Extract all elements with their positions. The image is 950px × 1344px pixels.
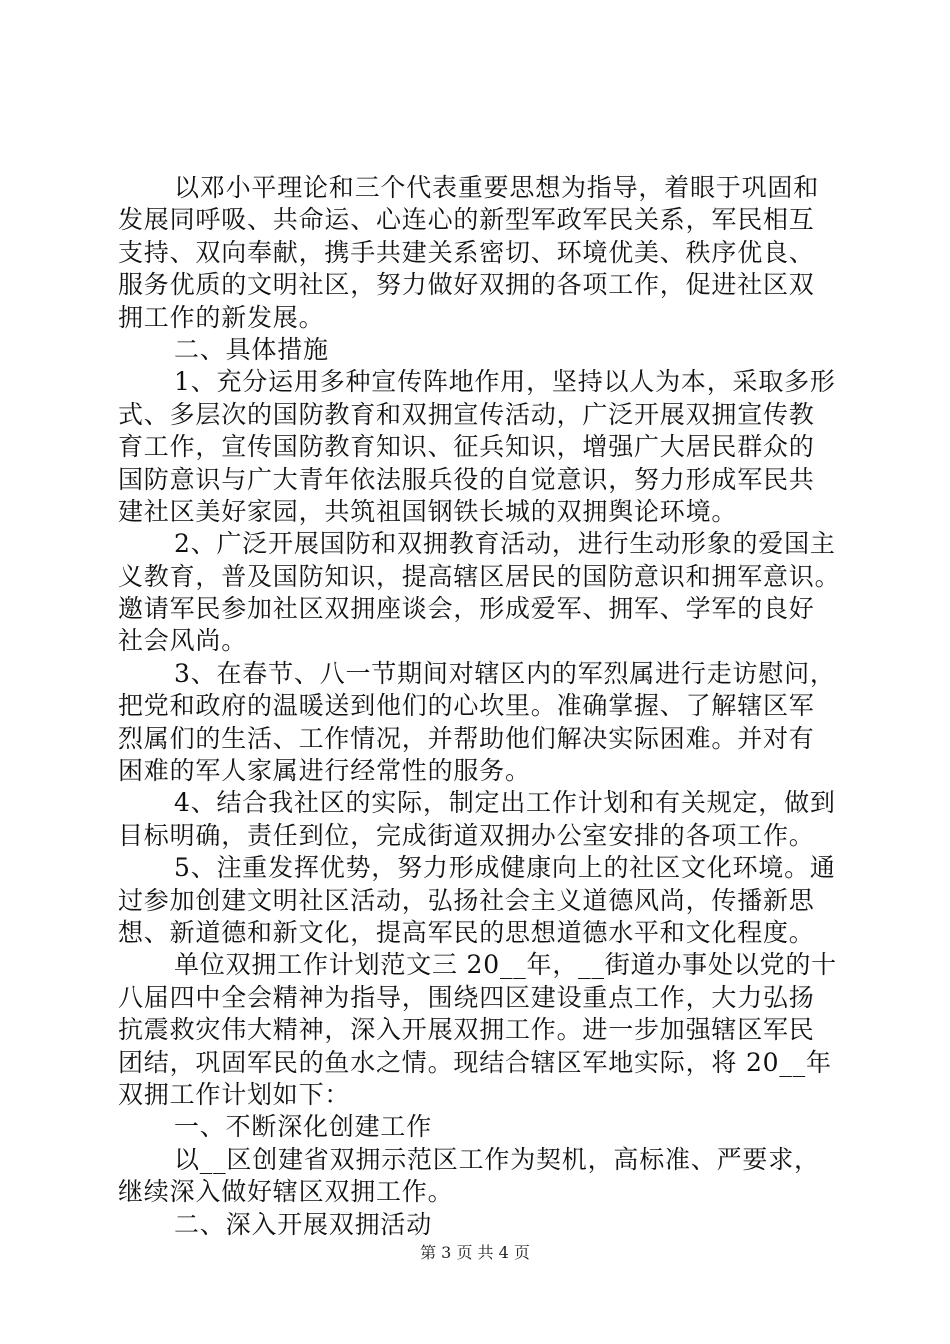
text-line: 社会风尚。 — [118, 626, 248, 656]
text-line: 以邓小平理论和三个代表重要思想为指导，着眼于巩固和 — [174, 173, 820, 202]
text-line: 目标明确，责任到位，完成街道双拥办公室安排的各项工作。 — [118, 820, 815, 850]
text-line: 建社区美好家园，共筑祖国钢铁长城的双拥舆论环境。 — [118, 496, 738, 526]
text-line: 以__区创建省双拥示范区工作为契机，高标准、严要求， — [174, 1144, 820, 1174]
text-line: 一、不断深化创建工作 — [174, 1112, 433, 1142]
text-line: 邀请军民参加社区双拥座谈会，形成爱军、拥军、学军的良好 — [118, 594, 815, 624]
text-line: 双拥工作计划如下： — [118, 1079, 351, 1109]
text-line: 发展同呼吸、共命运、心连心的新型军政军民关系，军民相互 — [118, 205, 815, 235]
text-line: 过参加创建文明社区活动，弘扬社会主义道德风尚，传播新思 — [118, 885, 815, 915]
text-line: 继续深入做好辖区双拥工作。 — [118, 1177, 454, 1207]
text-line: 八届四中全会精神为指导，围绕四区建设重点工作，大力弘扬 — [118, 982, 815, 1012]
text-line: 2、广泛开展国防和双拥教育活动，进行生动形象的爱国主 — [174, 529, 836, 559]
page-number-footer: 第 3 页 共 4 页 — [420, 1243, 530, 1262]
text-line: 育工作，宣传国防教育知识、征兵知识，增强广大居民群众的 — [118, 432, 815, 462]
document-body — [118, 172, 841, 1241]
text-line: 4、结合我社区的实际，制定出工作计划和有关规定，做到 — [174, 788, 836, 818]
text-line: 3、在春节、八一节期间对辖区内的军烈属进行走访慰问， — [174, 658, 836, 688]
text-line: 烈属们的生活、工作情况，并帮助他们解决实际困难。并对有 — [118, 723, 815, 753]
text-line: 拥工作的新发展。 — [118, 302, 325, 332]
text-line: 团结，巩固军民的鱼水之情。现结合辖区军地实际，将 20__年 — [118, 1047, 832, 1077]
text-line: 单位双拥工作计划范文三 20__年，__街道办事处以党的十 — [174, 950, 837, 980]
text-line: 国防意识与广大青年依法服兵役的自觉意识，努力形成军民共 — [118, 464, 815, 494]
text-line: 1、充分运用多种宣传阵地作用，坚持以人为本，采取多形 — [174, 367, 836, 397]
text-line: 义教育，普及国防知识，提高辖区居民的国防意识和拥军意识。 — [118, 561, 841, 591]
text-line: 服务优质的文明社区，努力做好双拥的各项工作，促进社区双 — [118, 270, 815, 300]
text-line: 把党和政府的温暖送到他们的心坎里。准确掌握、了解辖区军 — [118, 691, 815, 721]
text-line: 困难的军人家属进行经常性的服务。 — [118, 756, 531, 786]
text-line: 式、多层次的国防教育和双拥宣传活动，广泛开展双拥宣传教 — [118, 399, 815, 429]
text-line: 二、具体措施 — [174, 334, 329, 364]
text-line: 想、新道德和新文化，提高军民的思想道德水平和文化程度。 — [118, 917, 815, 947]
text-line: 支持、双向奉献，携手共建关系密切、环境优美、秩序优良、 — [118, 237, 815, 267]
text-line: 5、注重发挥优势，努力形成健康向上的社区文化环境。通 — [174, 853, 836, 883]
text-line: 抗震救灾伟大精神，深入开展双拥工作。进一步加强辖区军民 — [118, 1015, 815, 1045]
text-line: 二、深入开展双拥活动 — [174, 1209, 433, 1239]
